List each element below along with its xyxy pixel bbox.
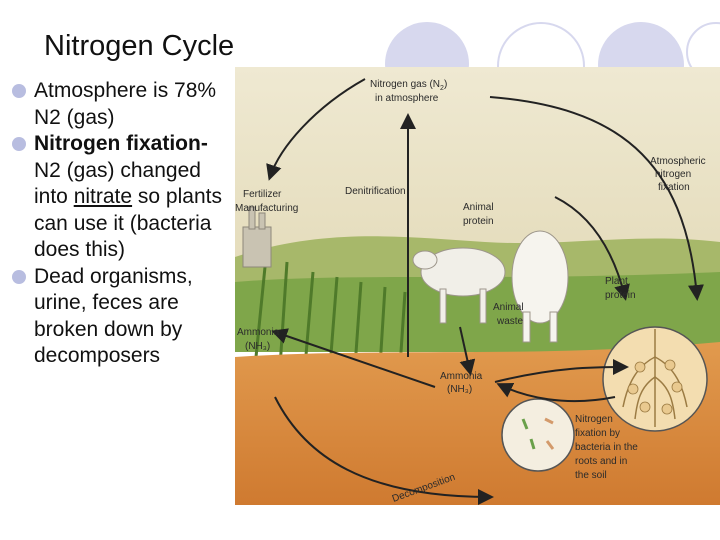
label-atmospheric-fixation: fixation <box>658 182 690 193</box>
label-manufacturing: Manufacturing <box>235 203 299 214</box>
label-nitrogen-gas: Nitrogen gas (N <box>370 79 441 90</box>
label-denitrification: Denitrification <box>345 186 406 197</box>
bullet-dot-icon <box>12 137 26 151</box>
bullet-text: Atmosphere is 78% N2 (gas) <box>34 79 217 129</box>
label-animal-waste-2: waste <box>497 316 524 327</box>
root-nodules-illustration <box>603 327 707 431</box>
bullet-atmosphere <box>10 78 235 131</box>
bullet-nitrogen-fixation <box>10 131 235 264</box>
label-plant-protein-1: Plant <box>605 276 628 287</box>
label-ammonia-left-2: (NH₃) <box>245 341 271 352</box>
bullet-list <box>10 78 235 370</box>
page-title: Nitrogen Cycle <box>44 30 235 62</box>
label-nitrogen-gas-end: ) <box>443 79 448 90</box>
label-ammonia-center-2: (NH₃) <box>447 384 473 395</box>
label-decomposition: Decomposition <box>390 471 457 505</box>
label-fertilizer: Fertilizer <box>243 189 282 200</box>
label-in-atmosphere: in atmosphere <box>375 93 439 104</box>
bullet-heading: Nitrogen fixation- <box>34 132 208 155</box>
label-plant-protein-2: protein <box>605 290 636 301</box>
bullet-text: Dead organisms, urine, feces are broken down by decomposers <box>34 264 193 367</box>
label-fixation-bacteria-2: fixation by <box>575 428 621 439</box>
bullet-dot-icon <box>12 84 26 98</box>
bullet-text: N2 (gas) changed into <box>34 158 201 208</box>
nitrogen-cycle-diagram <box>235 67 720 505</box>
underlined-term: nitrate <box>73 185 133 208</box>
label-atmospheric-nitrogen: nitrogen <box>655 169 692 180</box>
label-fixation-bacteria-4: roots and in <box>575 456 628 467</box>
label-nitrogen-gas-subscript: 2 <box>440 85 444 92</box>
bullet-text: so plants can use it (bacteria does this) <box>34 185 222 261</box>
label-ammonia-left-1: Ammonia <box>237 327 280 338</box>
label-animal-protein-2: protein <box>463 216 494 227</box>
bullet-decomposers <box>10 264 235 370</box>
label-ammonia-center-1: Ammonia <box>440 371 483 382</box>
label-fixation-bacteria-5: the soil <box>575 470 607 481</box>
bacteria-illustration <box>502 399 574 471</box>
bullet-dot-icon <box>12 270 26 284</box>
label-fixation-bacteria-3: bacteria in the <box>575 442 638 453</box>
label-fixation-bacteria-1: Nitrogen <box>575 414 613 425</box>
diagram-illustration <box>235 67 720 505</box>
label-animal-protein-1: Animal <box>463 202 494 213</box>
label-atmospheric: Atmospheric <box>650 156 706 167</box>
label-animal-waste-1: Animal <box>493 302 524 313</box>
